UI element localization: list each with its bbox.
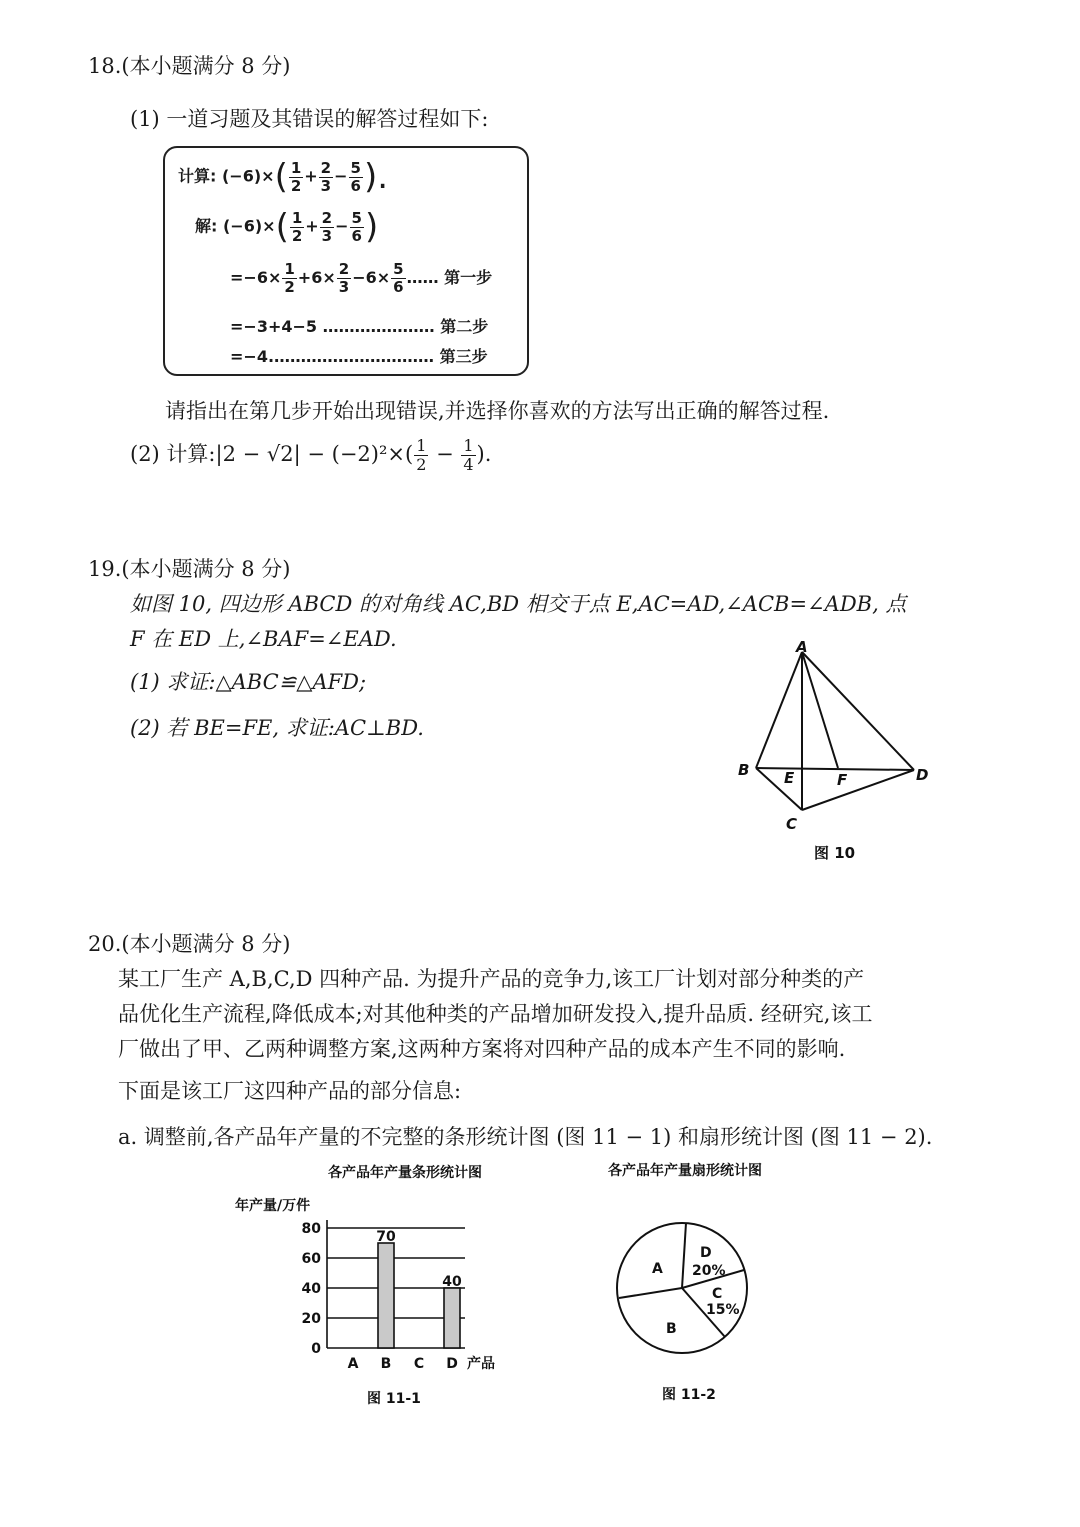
bar-chart-title: 各产品年产量条形统计图: [328, 1165, 482, 1181]
q20-item-a: a. 调整前,各产品年产量的不完整的条形统计图 (图 11 − 1) 和扇形统计图 (图 11 − 2).: [118, 1125, 933, 1149]
open-paren: (: [274, 157, 288, 197]
bar-ytick-80: 80: [301, 1221, 321, 1237]
bar-ytick-40: 40: [301, 1281, 321, 1297]
bar-chart-ylabel: 年产量/万件: [235, 1198, 311, 1214]
bar-value-label-B: 70: [376, 1229, 396, 1245]
pie-chart-caption: 图 11-2: [662, 1387, 716, 1403]
part2-suffix: ).: [476, 442, 492, 466]
bar-D: [444, 1288, 460, 1348]
q19-part1: (1) 求证:△ABC≌△AFD;: [130, 670, 367, 694]
q18-step1: [230, 262, 492, 295]
minus-sign: −: [334, 166, 348, 186]
step2-expr: =−3+4−5: [230, 317, 318, 336]
pie-label-b: B: [666, 1321, 677, 1337]
part2-fraction-1-2: $\frac{1}{2}$: [416, 436, 427, 474]
q18-part2: [130, 438, 491, 473]
pie-chart-title: 各产品年产量扇形统计图: [608, 1163, 762, 1179]
q20-para2: 下面是该工厂这四种产品的部分信息:: [118, 1079, 462, 1103]
bar-xlabel-B: B: [380, 1356, 392, 1372]
label-d: D: [916, 766, 929, 784]
pie-label-d: D: [700, 1245, 712, 1261]
fraction-1-2: $\frac{1}{2}$: [290, 158, 302, 195]
pie-divider-a-d: [682, 1223, 686, 1288]
label-b: B: [738, 761, 750, 779]
q19-heading: 19.(本小题满分 8 分): [88, 557, 291, 581]
fraction-5-6: $\frac{5}{6}$: [351, 208, 362, 245]
pie-label-a: A: [652, 1261, 663, 1277]
solve-label: 解:: [195, 216, 218, 236]
step1-label: 第一步: [444, 268, 493, 287]
q18-step3: [230, 344, 488, 367]
fraction-1-2: $\frac{1}{2}$: [284, 260, 295, 296]
bar-chart: [215, 1155, 515, 1415]
label-e: E: [784, 769, 795, 787]
close-paren: ).: [363, 157, 389, 197]
label-a: A: [796, 638, 808, 656]
label-c: C: [786, 815, 798, 833]
plus-sign: +: [305, 216, 319, 236]
bar-ytick-20: 20: [301, 1311, 321, 1327]
step2-label: 第二步: [440, 317, 489, 336]
q18-heading: 18.(本小题满分 8 分): [88, 54, 291, 78]
step1-term-a: =−6×: [230, 268, 282, 287]
part2-prefix: (2) 计算:|2 − √2| − (−2)²×(: [130, 442, 414, 466]
pie-divider-b-a: [619, 1288, 682, 1298]
q20-heading: 20.(本小题满分 8 分): [88, 932, 291, 956]
pie-percent-d: 20%: [692, 1263, 726, 1279]
pie-percent-c: 15%: [706, 1302, 740, 1318]
bar-xlabel-C: C: [413, 1356, 425, 1372]
q20-para1-line3: 厂做出了甲、乙两种调整方案,这两种方案将对四种产品的成本产生不同的影响.: [118, 1037, 846, 1061]
plus-sign: +: [304, 166, 318, 186]
bar-value-label-D: 40: [442, 1274, 462, 1290]
part2-minus: −: [429, 442, 461, 466]
q19-figure-quadrilateral: [720, 630, 960, 870]
bar-chart-caption: 图 11-1: [367, 1391, 421, 1407]
neg6-factor: (−6)×: [222, 216, 276, 236]
q18-calc-line: [178, 157, 389, 197]
calc-label: 计算:: [178, 166, 217, 186]
bar-ytick-0: 0: [311, 1341, 321, 1357]
q18-part1-intro: (1) 一道习题及其错误的解答过程如下:: [130, 107, 489, 131]
q20-para1-line2: 品优化生产流程,降低成本;对其他种类的产品增加研发投入,提升品质. 经研究,该工: [118, 1002, 873, 1026]
part2-fraction-1-4: $\frac{1}{4}$: [463, 436, 474, 474]
q18-part1-question: 请指出在第几步开始出现错误,并选择你喜欢的方法写出正确的解答过程.: [165, 399, 830, 423]
step3-expr: =−4.: [230, 347, 275, 366]
q19-line2: F 在 ED 上,∠BAF=∠EAD.: [130, 627, 397, 651]
bar-xlabel-D: D: [446, 1356, 458, 1372]
q20-para1-line1: 某工厂生产 A,B,C,D 四种产品. 为提升产品的竞争力,该工厂计划对部分种类的产: [118, 967, 865, 991]
leader-dots: …………………………: [274, 347, 435, 366]
fraction-5-6: $\frac{5}{6}$: [350, 158, 361, 195]
fraction-5-6: $\frac{5}{6}$: [393, 260, 404, 296]
fraction-2-3: $\frac{2}{3}$: [338, 260, 350, 296]
fraction-2-3: $\frac{2}{3}$: [321, 208, 333, 245]
bar-chart-xlabel: 产品: [467, 1356, 495, 1372]
neg6-factor: (−6)×: [221, 166, 275, 186]
pie-label-c: C: [712, 1286, 723, 1302]
q18-step2: [230, 314, 488, 337]
leader-dots: ……: [406, 268, 439, 287]
q19-part2: (2) 若 BE=FE, 求证:AC⊥BD.: [130, 716, 424, 740]
open-paren: (: [275, 207, 289, 247]
step1-term-b: +6×: [297, 268, 336, 287]
bar-B: [378, 1243, 394, 1348]
step1-term-c: −6×: [352, 268, 391, 287]
leader-dots: …………………: [322, 317, 435, 336]
figure10-caption: 图 10: [814, 844, 856, 862]
pie-chart: [590, 1155, 810, 1410]
close-paren: ): [364, 207, 379, 247]
bar-xlabel-A: A: [347, 1356, 359, 1372]
fraction-2-3: $\frac{2}{3}$: [320, 158, 332, 195]
label-f: F: [837, 771, 848, 789]
q18-solve-line: [195, 207, 379, 247]
fraction-1-2: $\frac{1}{2}$: [291, 208, 303, 245]
step3-label: 第三步: [439, 347, 488, 366]
q19-line1: 如图 10, 四边形 ABCD 的对角线 AC,BD 相交于点 E,AC=AD,∠ACB=∠ADB, 点: [130, 592, 907, 616]
bar-ytick-60: 60: [301, 1251, 321, 1267]
minus-sign: −: [335, 216, 349, 236]
